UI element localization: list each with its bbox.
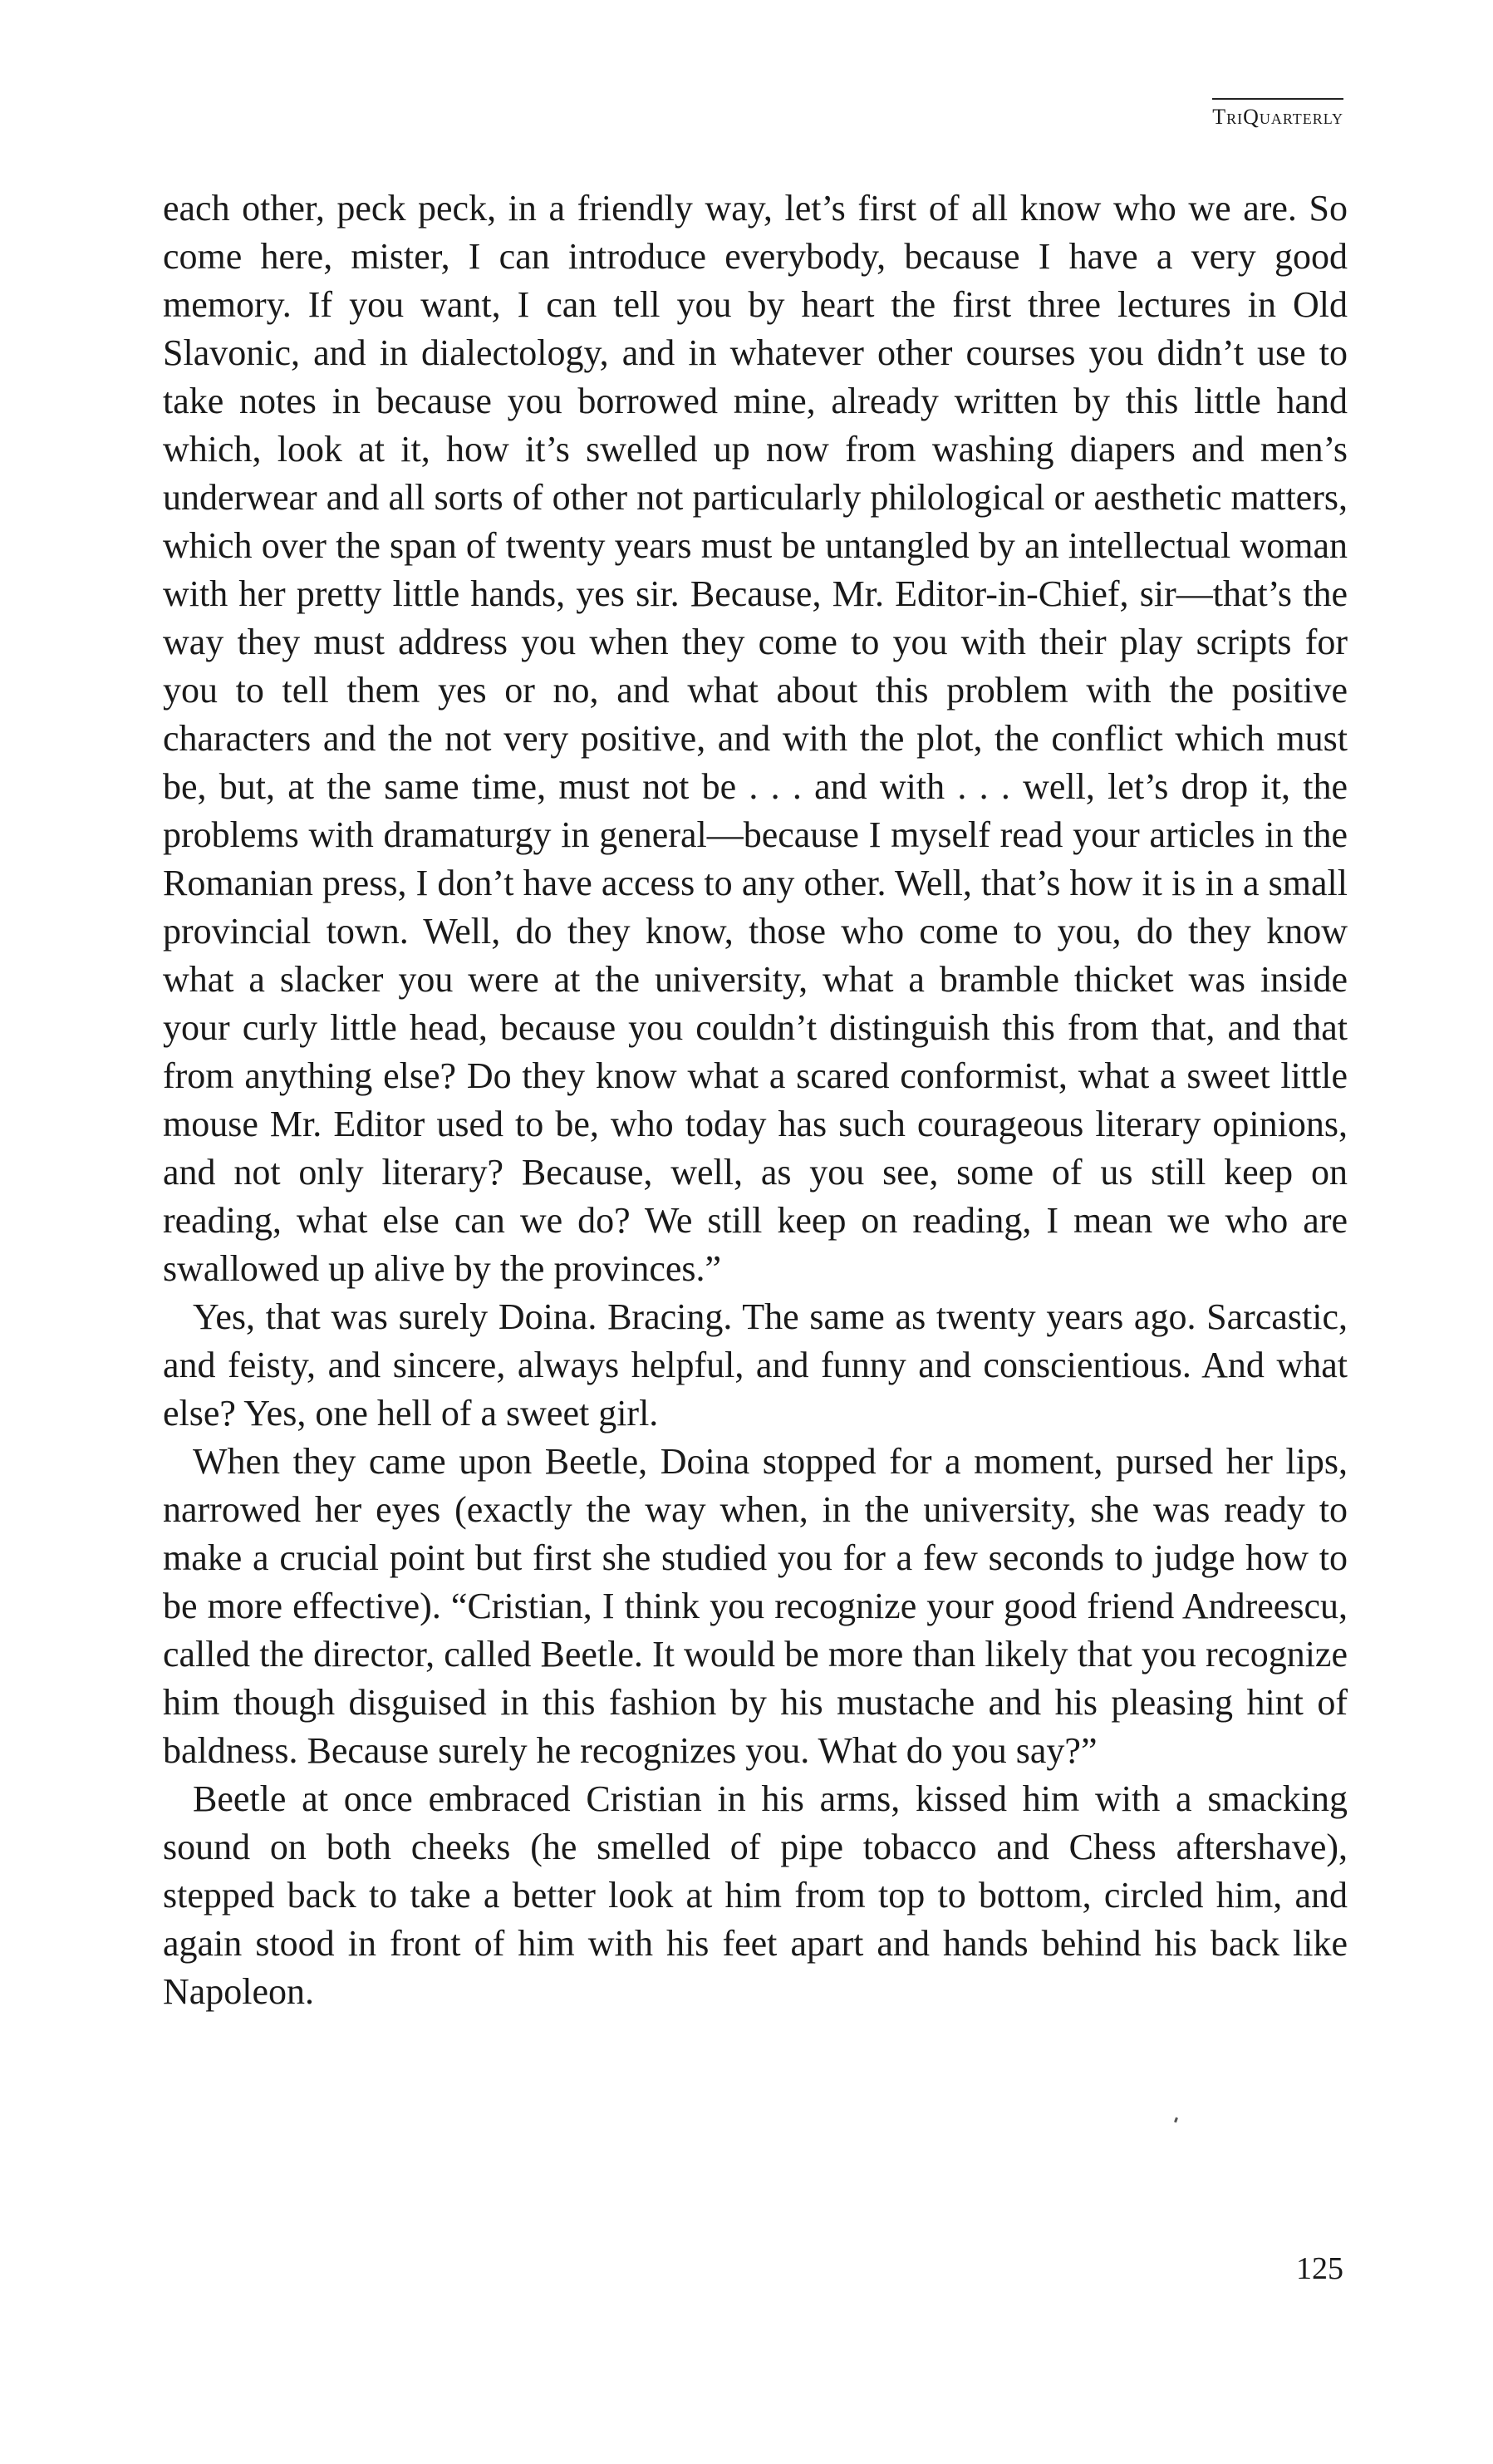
paragraph: When they came upon Beetle, Doina stopped for a moment, pursed her lips, narrowed her eyes (exactly the way when, in the university, she was ready to make a crucial point but first she studied you for a few seconds to judge how to be more effective). “Cristian, I think you recognize your good friend Andreescu, called the director, called Beetle. It would be more than likely that you recognize him though disguised in this fashion by his mustache and his pleasing hint of baldness. Because surely he recognizes you. What do you say?”: [163, 1441, 1348, 1771]
paragraph-continued: each other, peck peck, in a friendly way, let’s first of all know who we are. So come here, mister, I can introduce everybody, because I have a very good memory. If you want, I can tell you by heart the first three lectures in Old Slavonic, and in dialectology, and in whatever other courses you didn’t use to take notes in because you borrowed mine, already written by this little hand which, look at it, how it’s swelled up now from washing diapers and men’s underwear and all sorts of other not particularly philological or aesthetic matters, which over the span of twenty years must be untangled by an intellectual woman with her pretty little hands, yes sir. Because, Mr. Editor-in-Chief, sir—that’s the way they must address you when they come to you with their play scripts for you to tell them yes or no, and what about this problem with the positive characters and the not very positive, and with the plot, the conflict which must be, but, at the same time, must not be . . . and with . . . well, let’s drop it, the problems with dramaturgy in general—because I myself read your articles in the Romanian press, I don’t have access to any other. Well, that’s how it is in a small provincial town. Well, do they know, those who come to you, do they know what a slacker you were at the university, what a bramble thicket was inside your curly little head, because you couldn’t distinguish this from that, and that from anything else? Do they know what a scared conformist, what a sweet little mouse Mr. Editor used to be, who today has such courageous literary opinions, and not only literary? Because, well, as you see, some of us still keep on reading, what else can we do? We still keep on reading, I mean we who are swallowed up alive by the provinces.”: [163, 188, 1348, 1289]
page-number: 125: [1296, 2251, 1343, 2286]
stray-ink-mark: [1174, 2117, 1178, 2123]
paragraph: Beetle at once embraced Cristian in his arms, kissed him with a smacking sound on both cheeks (he smelled of pipe tobacco and Chess aftershave), stepped back to take a better look at him from top to bottom, circled him, and again stood in front of him with his feet apart and hands behind his back like Napoleon.: [163, 1778, 1348, 2012]
body-text: [163, 184, 1348, 2016]
running-head: TriQuarterly: [1212, 98, 1343, 130]
paragraph: Yes, that was surely Doina. Bracing. The same as twenty years ago. Sarcastic, and feisty, and sincere, always helpful, and funny and conscientious. And what else? Yes, one hell of a sweet girl.: [163, 1296, 1348, 1434]
